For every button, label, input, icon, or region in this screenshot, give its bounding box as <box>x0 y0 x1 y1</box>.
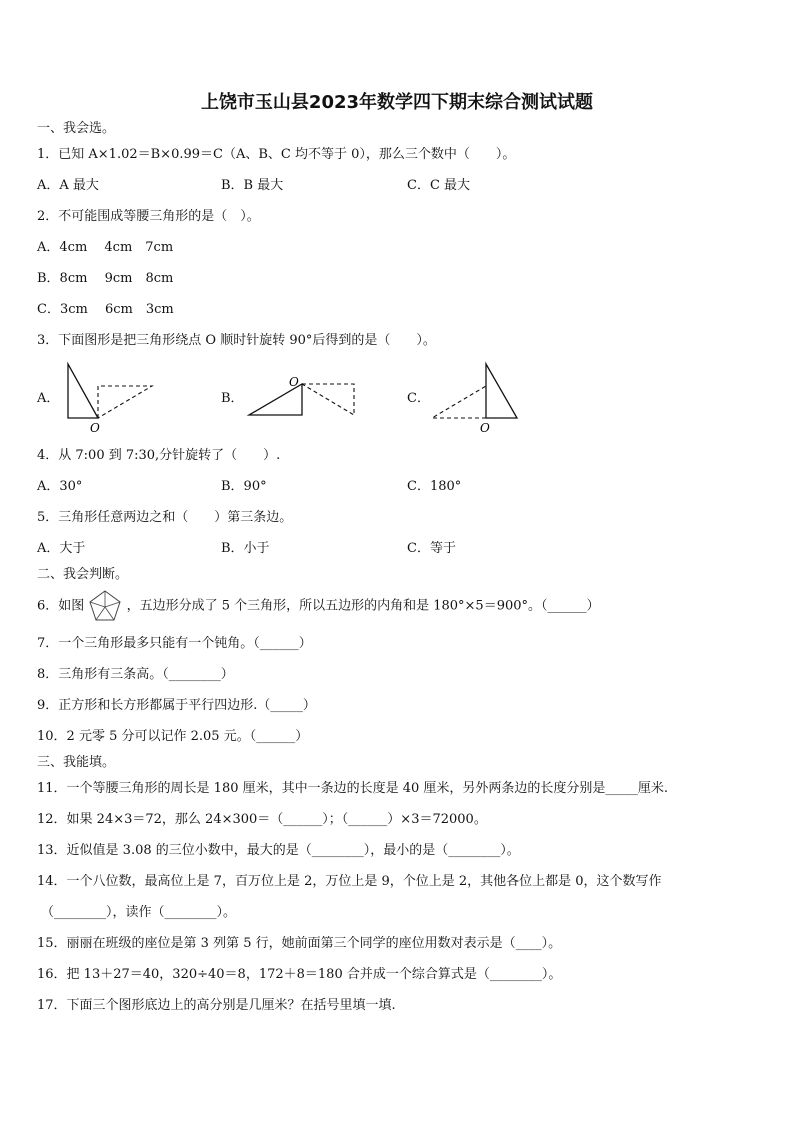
q3-b-point-label: O <box>289 375 299 389</box>
section-1-heading: 一、我会选。 <box>37 121 116 136</box>
question-2: 2．不可能围成等腰三角形的是（ ）。 <box>37 209 260 224</box>
q6-suffix: ，五边形分成了 5 个三角形，所以五边形的内角和是 180°×5＝900°。（______） <box>126 598 600 614</box>
pentagon-figure <box>88 598 122 614</box>
question-4: 4．从 7:00 到 7:30,分针旋转了（ ）. <box>37 448 281 463</box>
q3-a-point-label: O <box>90 421 100 435</box>
question-9: 9．正方形和长方形都属于平行四边形.（_____） <box>37 698 316 713</box>
section-3-heading: 三、我能填。 <box>37 755 116 770</box>
q4-option-b: B．90° <box>221 479 267 494</box>
q6-prefix: 6．如图 <box>37 598 85 614</box>
question-17: 17．下面三个图形底边上的高分别是几厘米？在括号里填一填. <box>37 998 396 1013</box>
question-11: 11．一个等腰三角形的周长是 180 厘米，其中一条边的长度是 40 厘米，另外两条边的长度分别是_____厘米. <box>37 781 669 796</box>
q4-option-a: A．30° <box>37 479 83 494</box>
q5-option-c: C．等于 <box>407 541 456 556</box>
question-8: 8．三角形有三条高。（________） <box>37 667 234 682</box>
page-title: 上饶市玉山县2023年数学四下期末综合测试试题 <box>200 92 594 113</box>
q1-option-a: A．A 最大 <box>37 178 99 193</box>
question-16: 16．把 13＋27＝40，320÷40＝8，172＋8＝180 合并成一个综合算式是（________）。 <box>37 967 562 982</box>
question-3: 3．下面图形是把三角形绕点 O 顺时针旋转 90°后得到的是（ ）。 <box>37 333 436 348</box>
question-13: 13．近似值是 3.08 的三位小数中，最大的是（________），最小的是（________）。 <box>37 843 520 858</box>
q4-option-c: C．180° <box>407 479 462 494</box>
q1-option-c: C．C 最大 <box>407 178 471 193</box>
q5-option-b: B．小于 <box>221 541 270 556</box>
q2-option-b: B．8cm 9cm 8cm <box>37 271 174 286</box>
question-7: 7．一个三角形最多只能有一个钝角。（______） <box>37 636 312 651</box>
q3-figure-b <box>245 374 360 424</box>
q2-option-a: A．4cm 4cm 7cm <box>37 240 174 255</box>
q3-c-point-label: O <box>480 421 490 435</box>
question-14-line-1: 14．一个八位数，最高位上是 7，百万位上是 2，万位上是 9，个位上是 2，其他各位上都是 0，这个数写作 <box>37 874 662 889</box>
question-1: 1．已知 A×1.02＝B×0.99＝C（A、B、C 均不等于 0），那么三个数中（ ）。 <box>37 147 516 162</box>
q3-option-b: B． <box>221 391 244 406</box>
section-2-heading: 二、我会判断。 <box>37 567 129 582</box>
q1-option-b: B．B 最大 <box>221 178 284 193</box>
q3-figure-a <box>60 360 160 435</box>
question-15: 15．丽丽在班级的座位是第 3 列第 5 行，她前面第三个同学的座位用数对表示是（____）。 <box>37 936 562 951</box>
question-14-line-2: （________），读作（________）。 <box>41 905 237 920</box>
q2-option-c: C．3cm 6cm 3cm <box>37 302 174 317</box>
question-6 <box>37 598 600 615</box>
question-10: 10．2 元零 5 分可以记作 2.05 元。（______） <box>37 729 309 744</box>
q5-option-a: A．大于 <box>37 541 86 556</box>
question-12: 12．如果 24×3＝72，那么 24×300＝（______）；（______）×3＝72000。 <box>37 812 487 827</box>
q3-figure-c <box>428 362 528 437</box>
q3-option-c: C． <box>407 391 430 406</box>
q3-option-a: A． <box>37 391 60 406</box>
question-5: 5．三角形任意两边之和（ ）第三条边。 <box>37 510 293 525</box>
